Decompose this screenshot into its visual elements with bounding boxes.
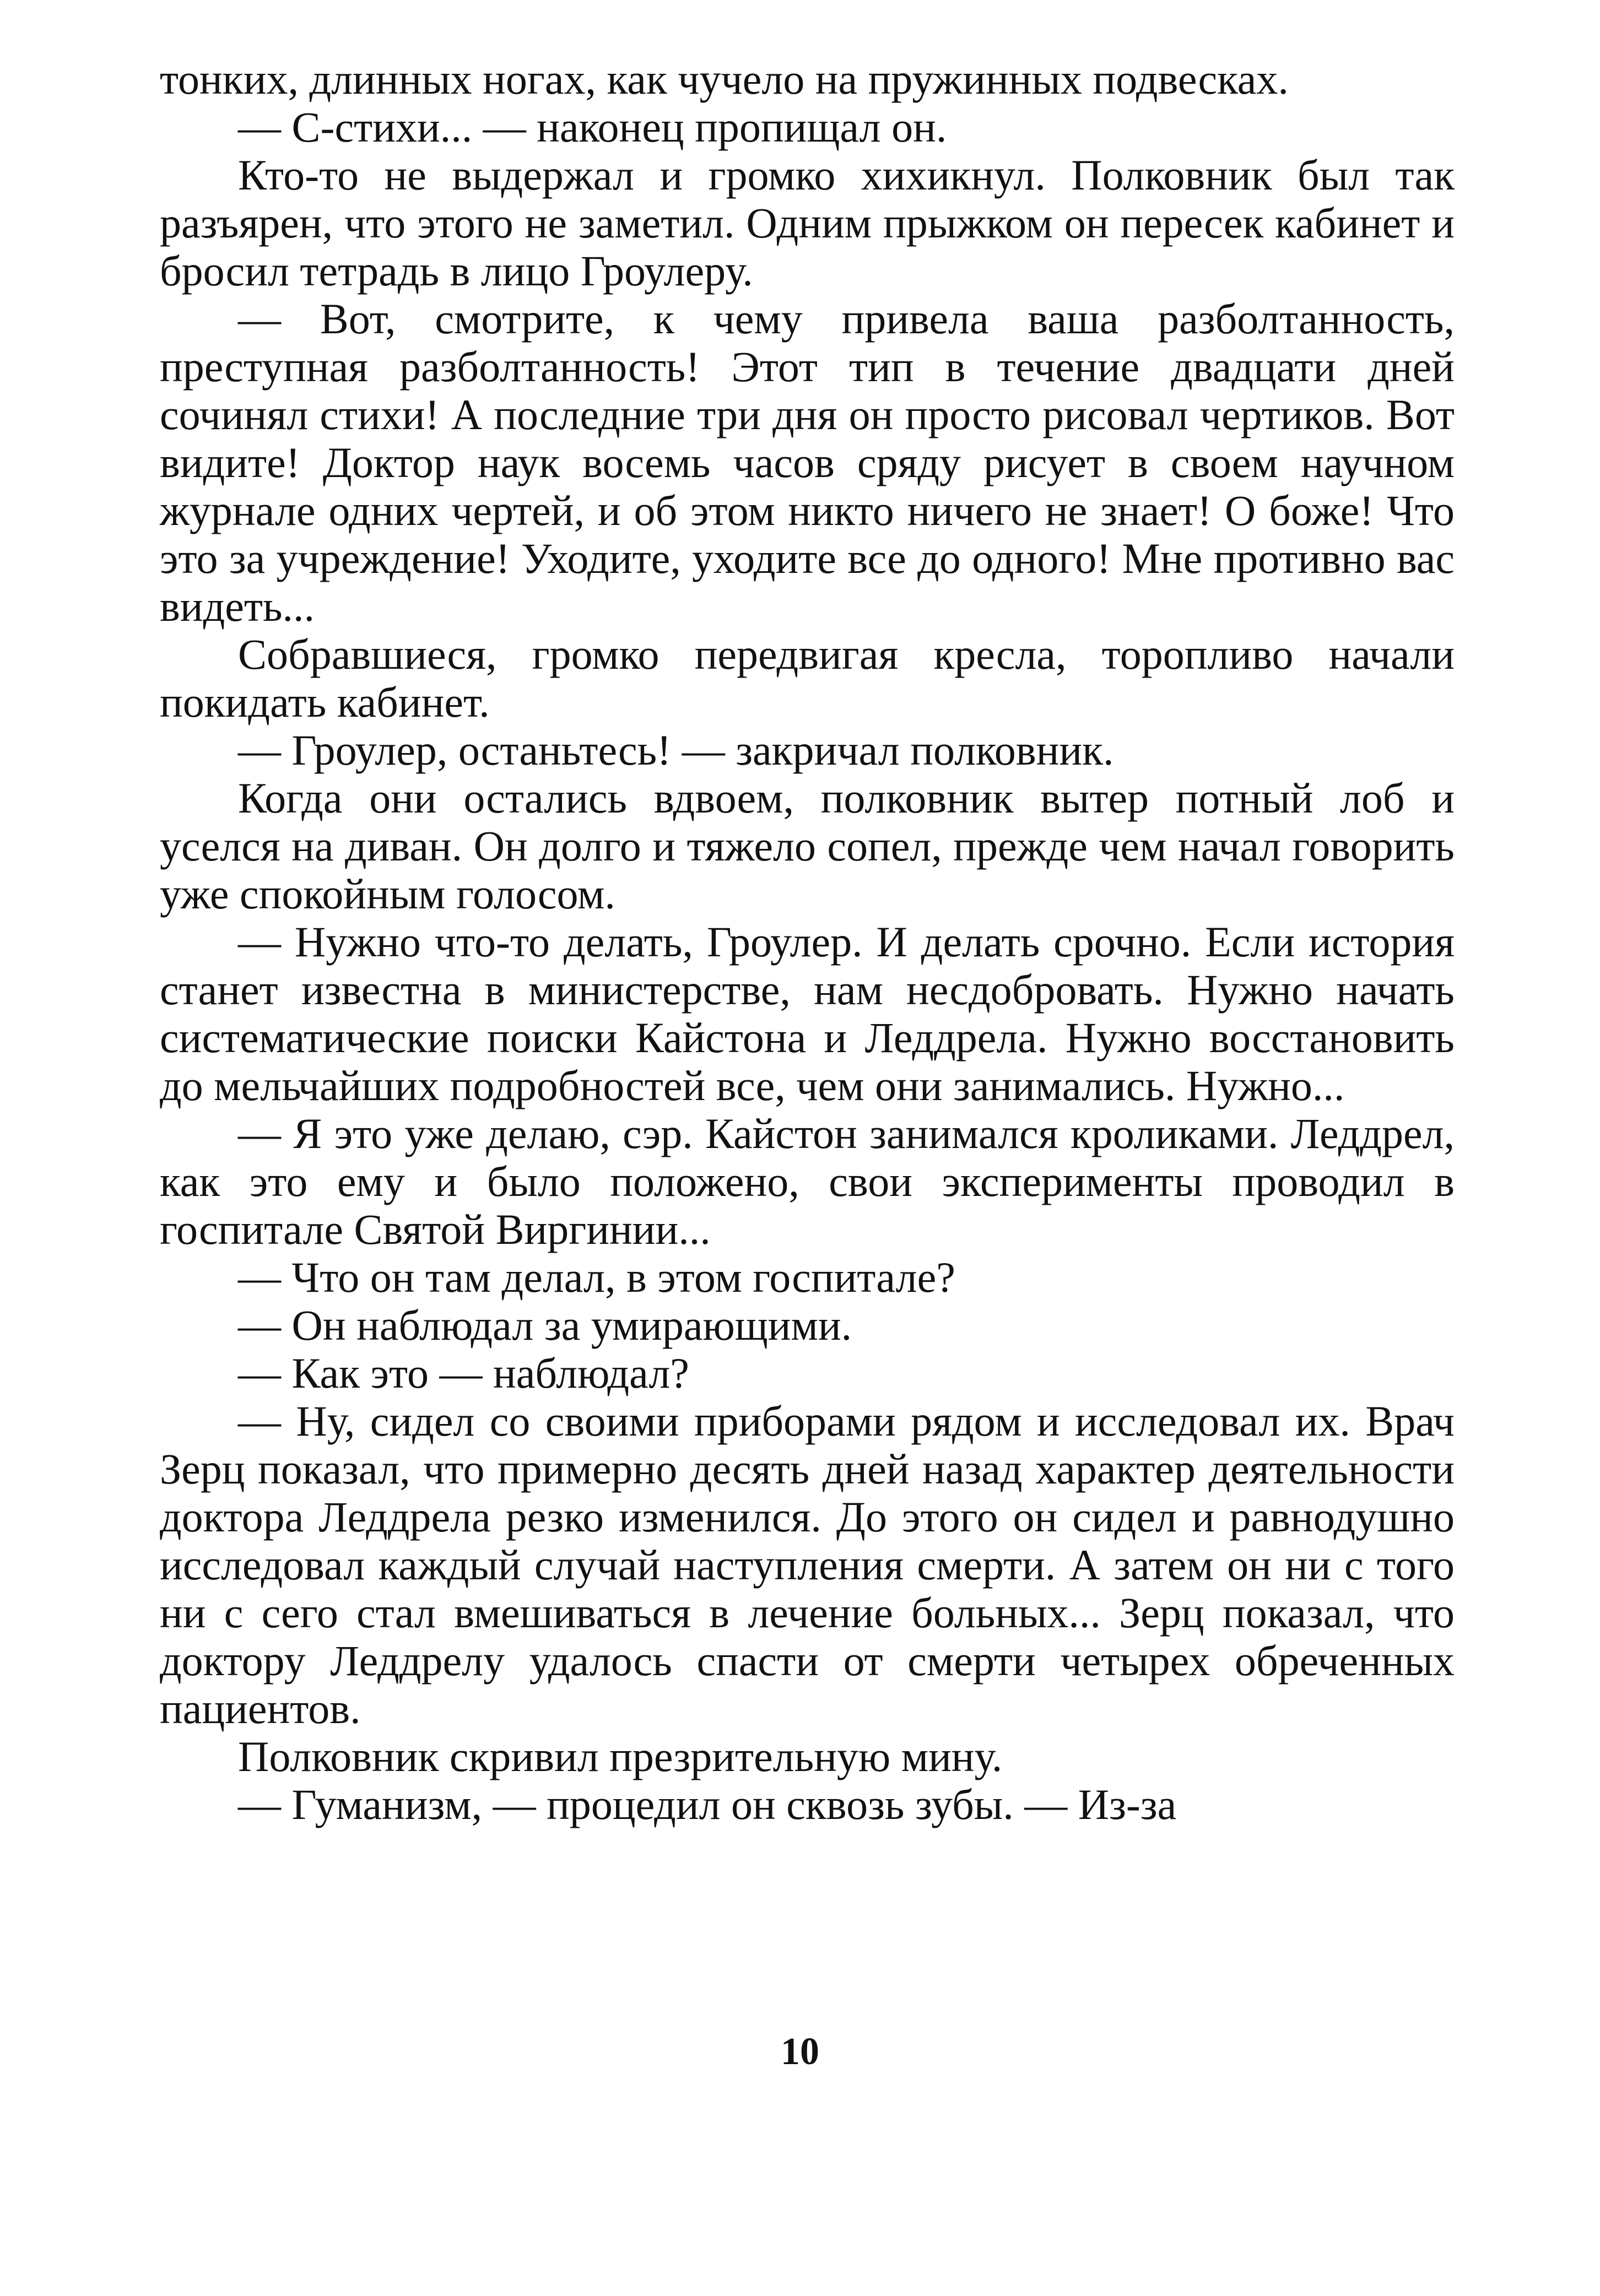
paragraph: — Гроулер, останьтесь! — закричал полковник.	[238, 726, 1114, 774]
paragraph: Собравшиеся, громко передвигая кресла, торопливо начали покидать кабинет.	[160, 630, 1455, 726]
page-text	[160, 55, 1455, 1828]
page-number: 10	[781, 2030, 819, 2073]
paragraph: — Он наблюдал за умирающими.	[238, 1301, 852, 1349]
paragraph: — Вот, смотрите, к чему привела ваша разболтанность, преступная разболтанность! Этот тип в течение двадцати дней сочинял стихи! А последние три дня он просто рисовал чертиков. Вот видите! Доктор наук восемь часов сряду рисует в своем научном журнале одних чертей, и об этом никто ничего не знает! О боже! Что это за учреждение! Уходите, уходите все до одного! Мне противно вас видеть...	[160, 295, 1455, 630]
paragraph: тонких, длинных ногах, как чучело на пружинных подвесках.	[160, 55, 1289, 103]
paragraph: Кто-то не выдержал и громко хихикнул. Полковник был так разъярен, что этого не заметил. Одним прыжком он пересек кабинет и бросил тетрадь в лицо Гроулеру.	[160, 151, 1455, 295]
paragraph: — С-стихи... — наконец пропищал он.	[238, 103, 947, 151]
paragraph: — Нужно что-то делать, Гроулер. И делать срочно. Если история станет известна в министерстве, нам несдобровать. Нужно начать систематические поиски Кайстона и Леддрела. Нужно восстановить до мельчайших подробностей все, чем они занимались. Нужно...	[160, 918, 1455, 1109]
paragraph: — Я это уже делаю, сэр. Кайстон занимался кроликами. Леддрел, как это ему и было положено, свои эксперименты проводил в госпитале Святой Виргинии...	[160, 1109, 1455, 1253]
paragraph: — Как это — наблюдал?	[238, 1349, 689, 1397]
paragraph: Когда они остались вдвоем, полковник вытер потный лоб и уселся на диван. Он долго и тяжело сопел, прежде чем начал говорить уже спокойным голосом.	[160, 774, 1455, 918]
paragraph: — Ну, сидел со своими приборами рядом и исследовал их. Врач Зерц показал, что примерно десять дней назад характер деятельности доктора Леддрела резко изменился. До этого он сидел и равнодушно исследовал каждый случай наступления смерти. А затем он ни с того ни с сего стал вмешиваться в лечение больных... Зерц показал, что доктору Леддрелу удалось спасти от смерти четырех обреченных пациентов.	[160, 1397, 1455, 1732]
paragraph: — Что он там делал, в этом госпитале?	[238, 1253, 955, 1301]
paragraph: Полковник скривил презрительную мину.	[238, 1732, 1003, 1780]
paragraph: — Гуманизм, — процедил он сквозь зубы. — Из-за	[238, 1780, 1177, 1828]
